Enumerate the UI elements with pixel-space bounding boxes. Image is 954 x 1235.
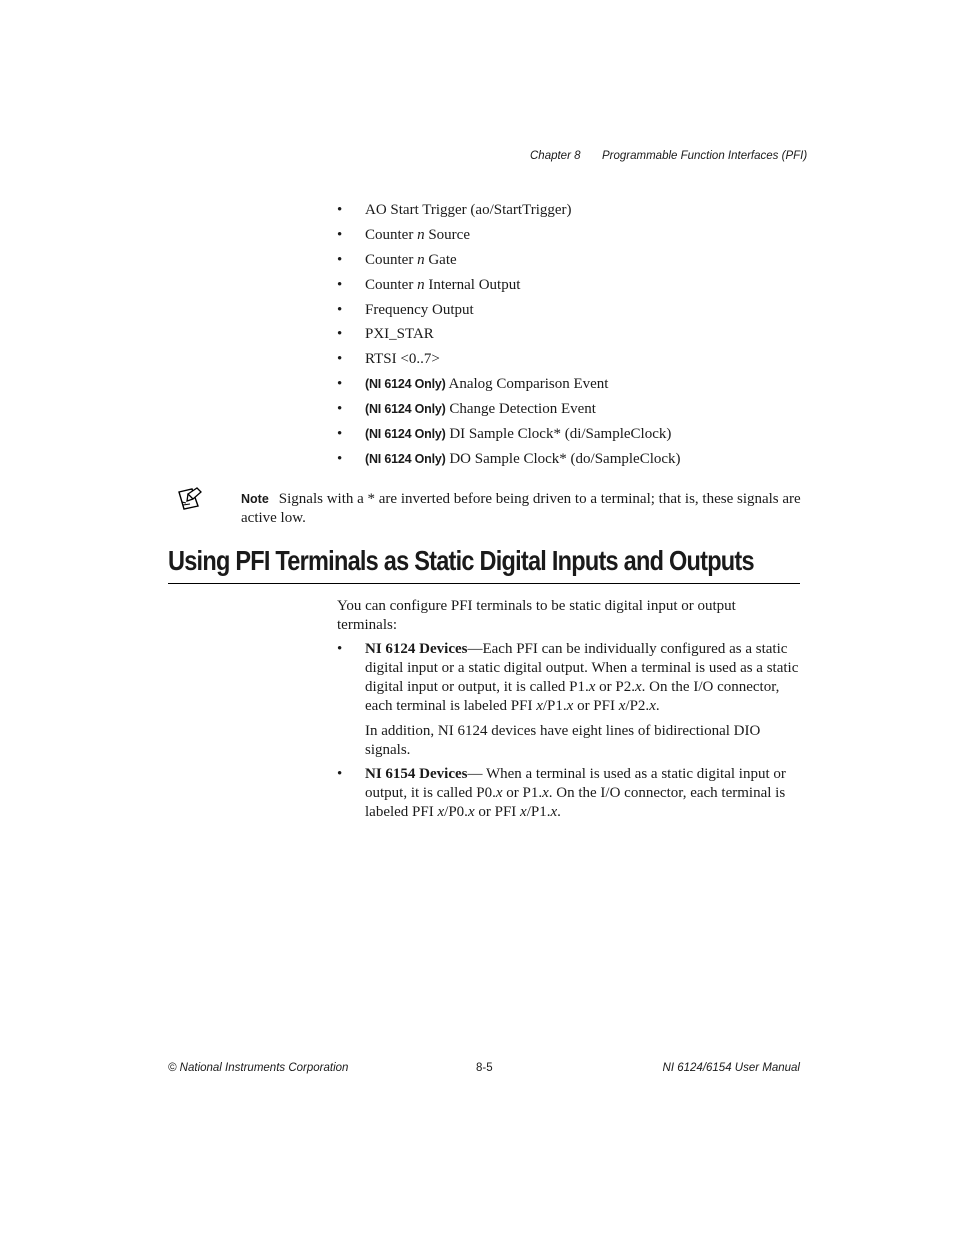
bullet: • <box>337 766 343 782</box>
ni6124-addition: In addition, NI 6124 devices have eight lines of bidirectional DIO signals. <box>365 723 761 758</box>
bullet: • <box>337 351 343 368</box>
text-run: or PFI <box>474 804 521 820</box>
footer <box>168 1062 800 1078</box>
bullet: • <box>337 251 343 268</box>
bullet: • <box>337 401 343 418</box>
text-run: or P2. <box>595 679 635 695</box>
signal-text: Analog Comparison Event <box>445 376 609 393</box>
signal-text: DI Sample Clock* (di/SampleClock) <box>445 426 672 443</box>
signal-text-suffix: Gate <box>424 251 457 268</box>
note <box>241 490 801 528</box>
variable-x: x <box>588 679 596 695</box>
signal-tag: (NI 6124 Only) <box>365 377 446 392</box>
signal-text: PXI_STAR <box>365 326 434 343</box>
heading-rule <box>168 583 800 584</box>
signal-tag: (NI 6124 Only) <box>365 427 446 442</box>
variable-x: x <box>550 804 558 820</box>
text-run: . On the I/O connector, each terminal is labeled PFI <box>365 679 780 714</box>
signal-item <box>337 399 807 424</box>
text-run: or P1. <box>502 785 543 801</box>
page-number: 8-5 <box>476 1062 493 1074</box>
text-run: . On the I/O connector, each terminal is labeled PFI <box>365 785 786 820</box>
intro-paragraph: You can configure PFI terminals to be static digital input or output terminals: <box>337 598 736 633</box>
signal-text: Counter <box>365 276 418 293</box>
variable-x: x <box>536 698 543 714</box>
variable-x: x <box>618 698 626 714</box>
chapter-title: Programmable Function Interfaces (PFI) <box>602 150 808 162</box>
signal-text: Frequency Output <box>365 301 474 318</box>
bullet: • <box>337 276 343 293</box>
signal-variable: n <box>417 276 425 293</box>
note-pencil-icon <box>176 486 204 512</box>
variable-x: x <box>635 679 642 695</box>
bullet: • <box>337 426 343 443</box>
signal-item <box>337 225 807 250</box>
signal-item <box>337 250 807 275</box>
signal-list <box>337 200 807 474</box>
signal-variable: n <box>417 251 425 268</box>
running-header <box>530 150 807 162</box>
bullet: • <box>337 226 343 243</box>
variable-x: x <box>566 698 574 714</box>
ni6124-paragraph <box>365 640 807 716</box>
ni6154-name: NI 6154 Devices <box>365 766 468 782</box>
text-run: . <box>655 698 660 714</box>
text-run: —Each PFI can be individually configured as a static digital input or a static digital output. When a terminal is used as a static digital input or output, it is called P1. <box>365 641 799 695</box>
signal-item <box>337 275 807 300</box>
text-run: or PFI <box>573 698 619 714</box>
section-heading: Using PFI Terminals as Static Digital Inputs and Outputs <box>168 545 754 576</box>
ni6154-paragraph <box>365 765 807 822</box>
signal-item <box>337 200 807 225</box>
bullet: • <box>337 376 343 393</box>
signal-tag: (NI 6124 Only) <box>365 451 446 466</box>
signal-text: DO Sample Clock* (do/SampleClock) <box>445 450 681 467</box>
text-run: /P1. <box>526 804 551 820</box>
signal-item <box>337 424 807 449</box>
signal-item <box>337 449 807 474</box>
note-text: Signals with a * are inverted before being driven to a terminal; that is, these signals are active low. <box>241 491 801 526</box>
variable-x: x <box>467 804 475 820</box>
text-run: /P0. <box>444 804 468 820</box>
variable-x: x <box>520 804 527 820</box>
bullet: • <box>337 450 343 467</box>
chapter-label: Chapter 8 <box>530 150 581 162</box>
ni6154-item <box>337 765 807 822</box>
signal-item <box>337 374 807 399</box>
bullet: • <box>337 202 343 218</box>
signal-text: Change Detection Event <box>445 401 596 418</box>
note-label: Note <box>241 492 269 506</box>
bullet: • <box>337 641 343 657</box>
text-run: — When a terminal is used as a static digital input or output, it is called P0. <box>365 766 786 801</box>
signal-text: Counter <box>365 251 418 268</box>
bullet: • <box>337 301 343 318</box>
signal-variable: n <box>417 226 425 243</box>
bullet: • <box>337 326 343 343</box>
footer-copyright: © National Instruments Corporation <box>168 1062 349 1074</box>
ni6124-name: NI 6124 Devices <box>365 641 468 657</box>
variable-x: x <box>649 698 656 714</box>
text-run: /P1. <box>542 698 567 714</box>
signal-text: RTSI <0..7> <box>365 351 440 368</box>
signal-item <box>337 324 807 349</box>
signal-text: Counter <box>365 226 418 243</box>
signal-item <box>337 300 807 325</box>
text-run: . <box>557 804 561 820</box>
signal-text-suffix: Internal Output <box>424 276 521 293</box>
signal-text: AO Start Trigger (ao/StartTrigger) <box>365 202 572 218</box>
footer-manual-title: NI 6124/6154 User Manual <box>662 1062 800 1074</box>
text-run: /P2. <box>625 698 650 714</box>
variable-x: x <box>542 785 549 801</box>
variable-x: x <box>495 785 503 801</box>
variable-x: x <box>437 804 445 820</box>
ni6124-item <box>337 640 807 760</box>
signal-text-suffix: Source <box>424 226 470 243</box>
signal-tag: (NI 6124 Only) <box>365 402 446 417</box>
signal-item <box>337 349 807 374</box>
